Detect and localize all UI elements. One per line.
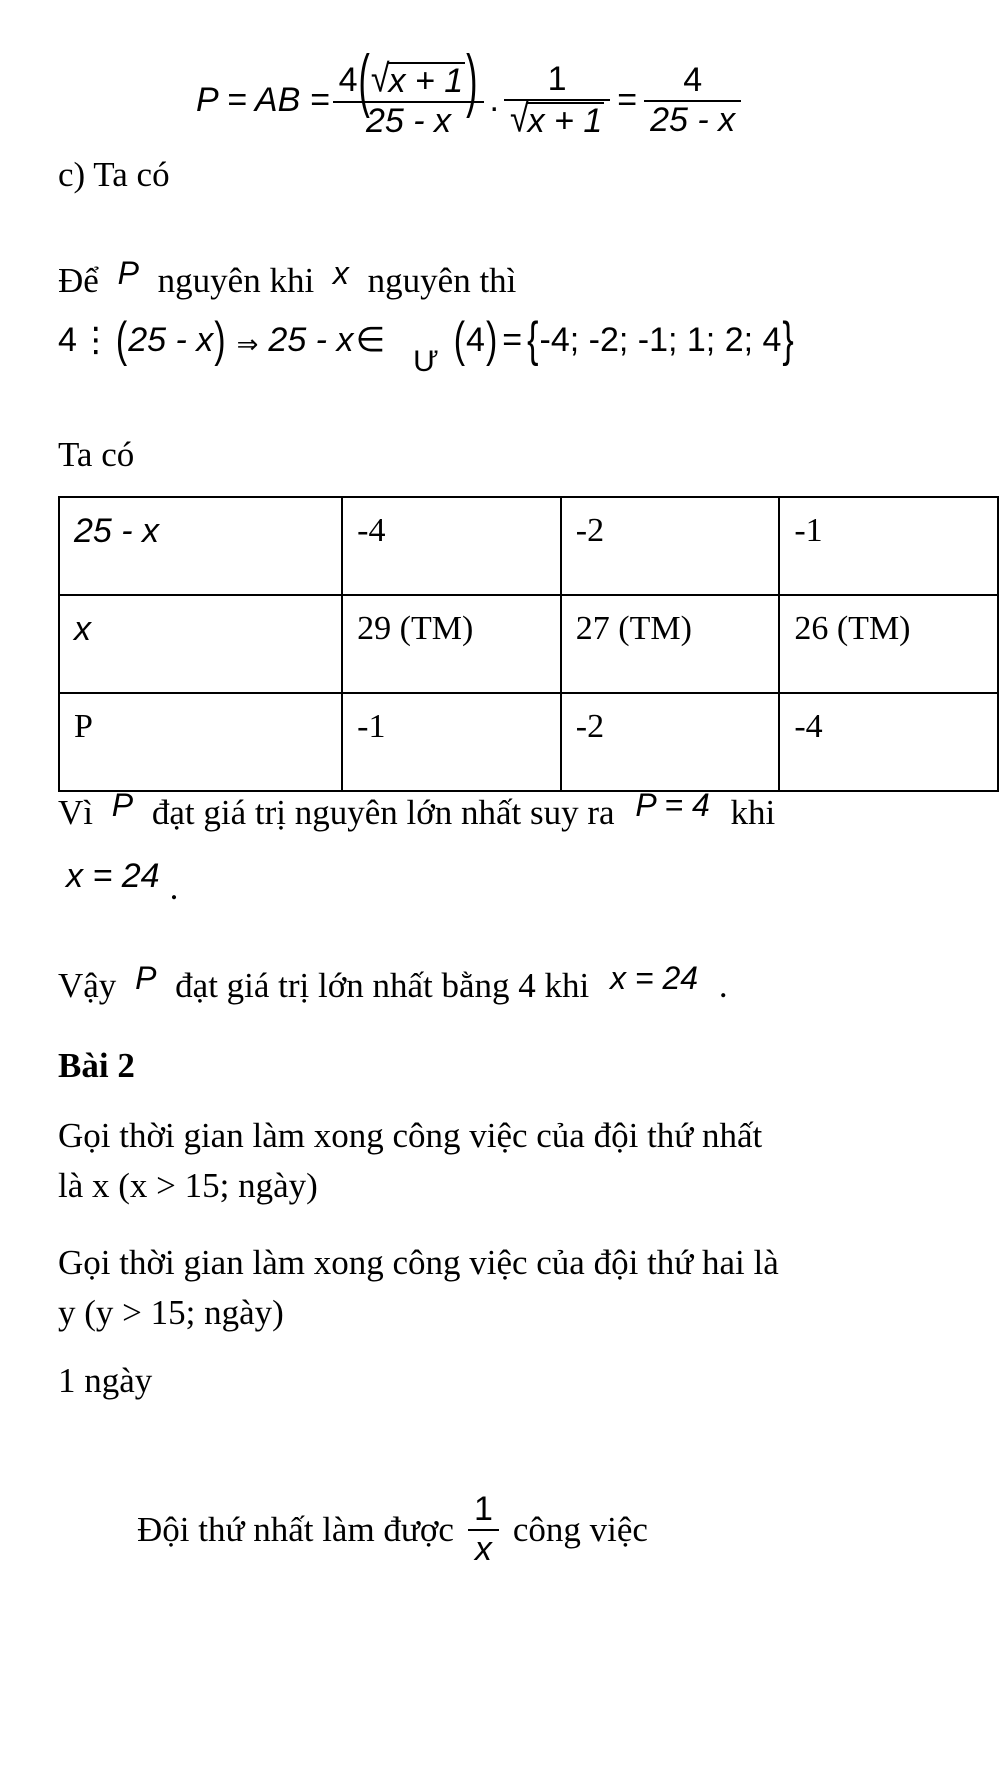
- divisibility-line: [58, 312, 795, 378]
- values-table: [58, 496, 999, 792]
- divisibility-expr-2: 25 - x: [268, 320, 354, 359]
- bai2-paragraph-3-text: Gọi thời gian làm xong công việc của đội thứ hai là: [58, 1243, 779, 1282]
- condition-x-symbol: x: [332, 255, 349, 291]
- bai2-paragraph-1: [58, 1113, 762, 1159]
- divides-symbol-icon: ⋮: [78, 321, 113, 359]
- multiplication-dot: .: [489, 81, 499, 120]
- bai2-paragraph-5: [58, 1358, 152, 1404]
- table-row-header: P: [59, 693, 342, 791]
- fraction-one-over-x: [468, 1492, 499, 1567]
- formula-equals: =: [617, 81, 638, 120]
- conclusion-2-x-equals: x = 24: [610, 960, 699, 996]
- radical-sign-icon: √: [370, 56, 390, 101]
- bai2-paragraph-1-text: Gọi thời gian làm xong công việc của đội thứ nhất: [58, 1116, 763, 1155]
- section-c-label-text: c) Ta có: [58, 155, 170, 194]
- table-row-header: x: [59, 595, 342, 693]
- conclusion-2-period: .: [718, 966, 728, 1005]
- divisibility-expr-1: 25 - x: [128, 320, 214, 359]
- conclusion-line-2: [58, 960, 728, 1009]
- conclusion-line-1: [58, 787, 776, 836]
- right-paren-icon: ): [214, 312, 226, 368]
- ta-co-label: [58, 432, 134, 478]
- bai2-paragraph-2-text: là x (x > 15; ngày): [58, 1166, 318, 1205]
- right-paren-icon: ): [466, 41, 478, 120]
- divisor-function-argument: 4: [466, 320, 485, 359]
- table-cell: 27 (TM): [561, 595, 780, 693]
- conclusion-line-1b: [66, 856, 179, 907]
- table-cell: -2: [561, 497, 780, 595]
- fraction-1-denominator: 25 - x: [366, 101, 452, 140]
- fraction-1-coefficient: 4: [338, 61, 358, 99]
- left-paren-icon: (: [453, 312, 466, 368]
- table-cell: 26 (TM): [779, 595, 998, 693]
- bai2-paragraph-5-text: 1 ngày: [58, 1361, 153, 1400]
- table-row: [59, 595, 998, 693]
- fraction-one-over-x-denominator: x: [474, 1529, 492, 1568]
- condition-line: [58, 255, 517, 304]
- divisor-function-symbol: Ư: [413, 345, 439, 378]
- table-cell: 29 (TM): [342, 595, 561, 693]
- table-cell: -1: [342, 693, 561, 791]
- conclusion-1-part-2: đạt giá trị nguyên lớn nhất suy ra: [151, 793, 615, 832]
- condition-middle: nguyên khi: [157, 261, 315, 300]
- team1-line-before: Đội thứ nhất làm được: [137, 1509, 454, 1549]
- main-formula: [196, 41, 744, 141]
- table-cell: -4: [342, 497, 561, 595]
- bai2-heading-text: Bài 2: [58, 1046, 135, 1085]
- divisor-set-values: -4; -2; -1; 1; 2; 4: [539, 320, 782, 359]
- fraction-2-numerator: 1: [547, 60, 567, 98]
- table-cell: -1: [779, 497, 998, 595]
- fraction-1: [333, 41, 485, 140]
- conclusion-2-part-2: đạt giá trị lớn nhất bằng 4 khi: [175, 966, 590, 1005]
- sqrt-group: [370, 56, 465, 101]
- left-brace-icon: {: [527, 312, 539, 368]
- fraction-3-denominator: 25 - x: [650, 100, 736, 139]
- bai2-heading: [58, 1043, 135, 1089]
- conclusion-1-p-equals: P = 4: [635, 787, 710, 823]
- implies-arrow-icon: ⇒: [236, 328, 259, 359]
- section-c-label: [58, 152, 170, 198]
- conclusion-1-period: .: [169, 868, 179, 907]
- left-paren-icon: (: [115, 312, 128, 368]
- radical-sign-icon: √: [509, 96, 529, 141]
- divisibility-lead: 4: [58, 320, 77, 359]
- table-row: [59, 693, 998, 791]
- table-row-header: 25 - x: [59, 497, 342, 595]
- conclusion-2-part-1: Vậy: [58, 966, 117, 1005]
- bai2-paragraph-4-text: y (y > 15; ngày): [58, 1293, 284, 1332]
- conclusion-1-part-3: khi: [730, 793, 776, 832]
- right-brace-icon: }: [782, 312, 794, 368]
- fraction-1-numerator: [333, 41, 485, 120]
- fraction-3-numerator: 4: [683, 61, 703, 99]
- conclusion-2-p-symbol: P: [135, 960, 157, 996]
- table-cell: -4: [779, 693, 998, 791]
- formula-lhs: P = AB =: [196, 81, 330, 120]
- team1-line: [137, 1492, 648, 1567]
- fraction-2: [504, 62, 610, 139]
- fraction-one-over-x-numerator: 1: [473, 1490, 493, 1528]
- fraction-2-denominator-inner: x + 1: [527, 101, 603, 140]
- conclusion-1-part-1: Vì: [58, 793, 93, 832]
- team1-line-after: công việc: [512, 1509, 648, 1549]
- element-of-icon: ∈: [355, 321, 386, 359]
- fraction-1-numerator-inner: x + 1: [388, 62, 464, 100]
- bai2-paragraph-2: [58, 1163, 318, 1209]
- fraction-3: [644, 63, 741, 138]
- bai2-paragraph-3: [58, 1240, 779, 1286]
- divisibility-equals: =: [502, 320, 523, 359]
- condition-p-symbol: P: [117, 255, 139, 291]
- conclusion-1-p-symbol: P: [111, 787, 134, 823]
- right-paren-icon: ): [485, 312, 498, 368]
- table-cell: -2: [561, 693, 780, 791]
- condition-suffix: nguyên thì: [367, 261, 517, 300]
- ta-co-text: Ta có: [58, 435, 135, 474]
- fraction-2-denominator: [504, 96, 610, 141]
- conclusion-1-x-equals: x = 24: [66, 857, 160, 895]
- condition-prefix: Để: [58, 261, 99, 300]
- bai2-paragraph-4: [58, 1290, 284, 1336]
- table-row: [59, 497, 998, 595]
- left-paren-icon: (: [358, 41, 370, 120]
- sqrt-group-2: [509, 96, 604, 141]
